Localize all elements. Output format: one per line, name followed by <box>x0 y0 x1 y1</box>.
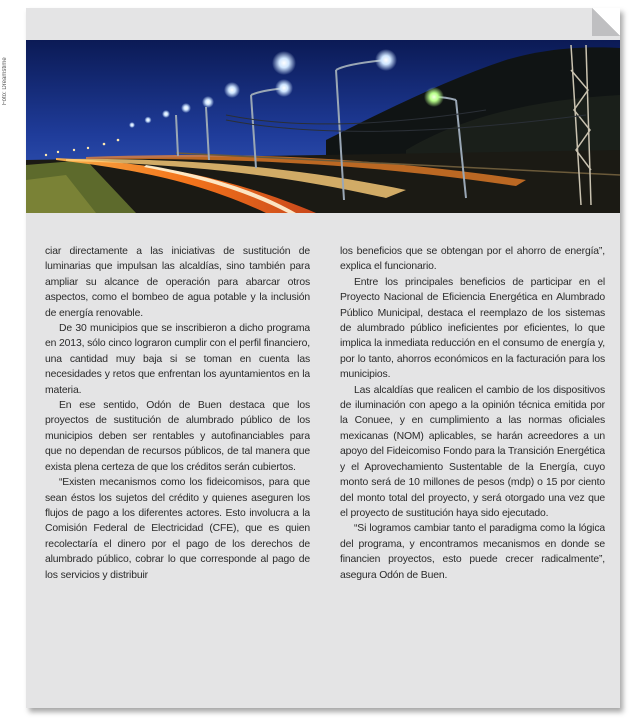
column-left <box>45 244 310 694</box>
paragraph: En ese sentido, Odón de Buen destaca que los proyectos de sustitución de alumbrado público de los municipios deben ser rentables y autofinanciables para que no dependan de recursos públicos, de tal manera que exista plena certeza de que los créditos serán cubiertos. <box>45 400 310 473</box>
paragraph: De 30 municipios que se inscribieron a dicho programa en 2013, sólo cinco lograron cumplir con el perfil financiero, una cantidad muy baja si se toman en cuenta las necesidades y retos que enfrentan los ayuntamientos en la materia. <box>45 323 310 396</box>
page-corner-fold <box>592 8 620 36</box>
paragraph: los beneficios que se obtengan por el ahorro de energía”, explica el funcionario. <box>340 246 605 273</box>
paragraph: Las alcaldías que realicen el cambio de los dispositivos de iluminación con apego a la opinión técnica emitida por la Conuee, y en cumplimiento a las normas oficiales mexicanas (NOM) aplicables, se harán acreedores a un apoyo del Fideicomiso Fondo para la Transición Energética y el Aprovechamiento Sustentable de la Energía, cuyo monto será de 10 millones de pesos (mdp) o 15 por ciento del monto total del proyecto, y será otorgado una vez que el proyecto de sustitución haya sido ejecutado. <box>340 384 605 519</box>
paragraph: Entre los principales beneficios de participar en el Proyecto Nacional de Eficiencia Energética en Alumbrado Público Municipal, destaca el reemplazo de los sistemas de alumbrado público ineficientes por eficientes, lo que implica la inmediata reducción en el consumo de energía y, por lo tanto, ahorros económicos en la facturación para los municipios. <box>340 276 605 381</box>
column-right <box>340 244 605 694</box>
article-body <box>45 244 605 694</box>
paragraph: ciar directamente a las iniciativas de sustitución de luminarias que impulsan las alcaldías, sino también para ampliar su alcance de operación para abarcar otros aspectos, como el bombeo de agua potable y la inclusión de energía renovable. <box>45 246 310 319</box>
highway-streetlights-photo <box>26 40 620 213</box>
paragraph: “Si logramos cambiar tanto el paradigma como la lógica del programa, y encontramos mecanismos en donde se financien proyectos, esto puede crecer radicalmente”, asegura Odón de Buen. <box>340 523 605 581</box>
photo-credit: Foto: Dreamstime <box>2 57 8 105</box>
magazine-page <box>26 8 620 708</box>
paragraph: “Existen mecanismos como los fideicomisos, para que sean éstos los sujetos del crédito y quienes aseguren los flujos de pago a los diferentes actores. Esto involucra a la Comisión Federal de Electricidad (CFE), que es quien recolectaría el dinero por el pago de los derechos de alumbrado público, cobrar lo que corresponde al pago de los servicios y distribuir <box>45 477 310 581</box>
